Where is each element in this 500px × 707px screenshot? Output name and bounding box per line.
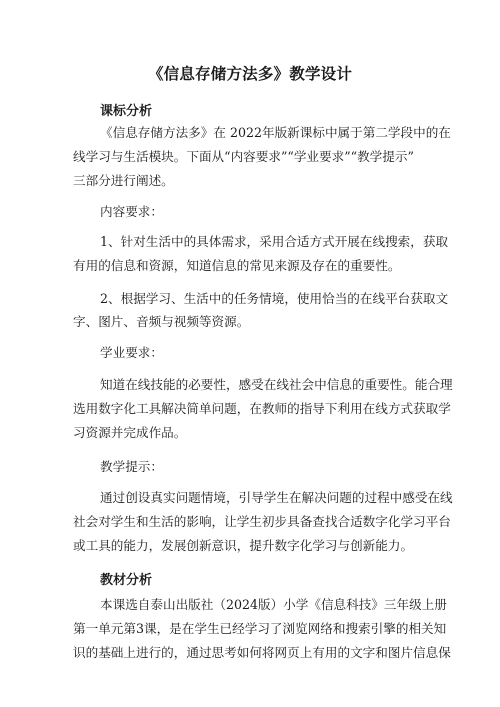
section-heading-textbook: 教材分析 [100,573,153,588]
paragraph-line: 知道在线技能的必要性，感受在线社会中信息的重要性。能合理 [100,377,453,392]
paragraph-line: 有用的信息和资源，知道信息的常见来源及存在的重要性。 [73,258,401,273]
paragraph-line: 2、根据学习、生活中的任务情境，使用恰当的在线平台获取文 [100,291,449,306]
paragraph-line: 习资源并完成作品。 [73,425,187,440]
paragraph-line: 1、针对生活中的具体需求，采用合适方式开展在线搜索，获取 [100,234,449,249]
paragraph-line: 社会对学生和生活的影响，让学生初步具备查找合适数字化学习平台 [73,514,451,529]
paragraph-line: 选用数字化工具解决简单问题，在教师的指导下利用在线方式获取学 [73,401,451,416]
subheading-teaching-tips: 教学提示： [100,459,163,474]
section-heading-curriculum: 课标分析 [100,104,153,119]
paragraph-line: 识的基础上进行的，通过思考如何将网页上有用的文字和图片信息保 [73,645,451,660]
paragraph-line: 第一单元第3课，是在学生已经学习了浏览网络和搜索引擎的相关知 [73,621,447,636]
paragraph-line: 《信息存储方法多》在 2022年版新课标中属于第二学段中的在 [100,125,451,140]
paragraph-line: 线学习与生活模块。下面从“内容要求”“学业要求”“教学提示” [73,149,414,164]
subheading-academic-requirements: 学业要求： [100,345,163,360]
paragraph-line: 通过创设真实问题情境，引导学生在解决问题的过程中感受在线 [100,490,453,505]
paragraph-line: 字、图片、音频与视频等资源。 [73,314,250,329]
paragraph-line: 或工具的能力，发展创新意识，提升数字化学习与创新能力。 [73,538,414,553]
paragraph-line: 本课选自泰山出版社（2024版）小学《信息科技》三年级上册 [100,597,447,612]
subheading-content-requirements: 内容要求： [100,204,163,219]
document-title: 《信息存储方法多》教学设计 [147,65,353,83]
paragraph-line: 三部分进行阐述。 [73,173,174,188]
